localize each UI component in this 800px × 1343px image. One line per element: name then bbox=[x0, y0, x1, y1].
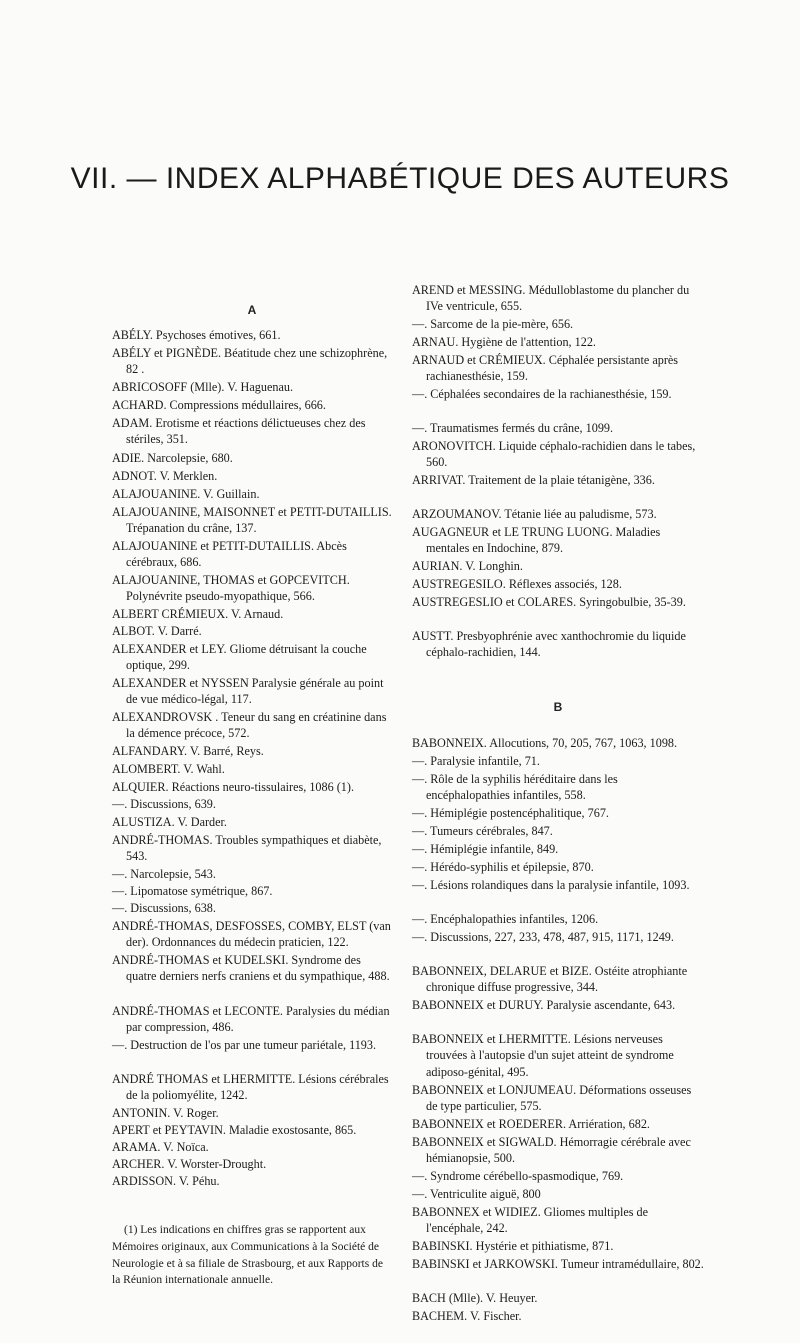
index-entry: —. Paralysie infantile, 71. bbox=[412, 754, 540, 768]
index-entry: ALAJOUANINE. V. Guillain. bbox=[112, 487, 260, 501]
index-entry: ABÉLY et PIGNÈDE. Béatitude chez une schizophrène, 82 . bbox=[112, 346, 388, 377]
index-entry: ARZOUMANOV. Tétanie liée au paludisme, 573. bbox=[412, 507, 657, 521]
index-entry: ALFANDARY. V. Barré, Reys. bbox=[112, 744, 264, 758]
index-entry: ARNAUD et CRÉMIEUX. Céphalée persistante après rachianesthésie, 159. bbox=[412, 353, 679, 384]
index-entry: AUSTREGESLIO et COLARES. Syringobulbie, 35-39. bbox=[412, 595, 686, 609]
page-title: VII. — INDEX ALPHABÉTIQUE DES AUTEURS bbox=[70, 162, 730, 195]
index-entry: ALAJOUANINE, MAISONNET et PETIT-DUTAILLIS. Trépanation du crâne, 137. bbox=[112, 505, 392, 536]
index-entry: BABONNEIX et LHERMITTE. Lésions nerveuses trouvées à l'autopsie d'un sujet atteint de syndrome adiposo-génital, 495. bbox=[412, 1032, 674, 1079]
index-entry: BABONNEX et WIDIEZ. Gliomes multiples de l'encéphale, 242. bbox=[412, 1205, 649, 1236]
index-entry: BABINSKI. Hystérie et pithiatisme, 871. bbox=[412, 1239, 614, 1253]
index-entry: AURIAN. V. Longhin. bbox=[412, 559, 523, 573]
index-entry: AUSTT. Presbyophrénie avec xanthochromie du liquide céphalo-rachidien, 144. bbox=[412, 629, 686, 660]
index-entry: ANDRÉ-THOMAS et LECONTE. Paralysies du médian par compression, 486. bbox=[112, 1004, 390, 1035]
index-entry: BABONNEIX et DURUY. Paralysie ascendante, 643. bbox=[412, 998, 676, 1012]
section-heading-a: A bbox=[247, 303, 257, 317]
index-entry: ANDRÉ-THOMAS, DESFOSSES, COMBY, ELST (van der). Ordonnances du médecin praticien, 122. bbox=[112, 919, 391, 950]
index-entry: ARDISSON. V. Péhu. bbox=[112, 1174, 220, 1188]
index-entry: ALUSTIZA. V. Darder. bbox=[112, 815, 227, 829]
index-entry: —. Hémiplégie postencéphalitique, 767. bbox=[412, 806, 609, 820]
index-entry: ADAM. Erotisme et réactions délictueuses chez des stériles, 351. bbox=[112, 416, 366, 447]
index-entry: ADNOT. V. Merklen. bbox=[112, 469, 218, 483]
footnote: (1) Les indications en chiffres gras se rapportent aux Mémoires originaux, aux Communications à la Société de Neurologie et à sa filiale de Strasbourg, et aux Rapports de la Réunion internationale annuelle. bbox=[112, 1224, 383, 1287]
index-entry: ANDRÉ-THOMAS et KUDELSKI. Syndrome des quatre derniers nerfs craniens et du sympathique, 488. bbox=[112, 953, 390, 984]
index-entry: BABONNEIX et LONJUMEAU. Déformations osseuses de type particulier, 575. bbox=[412, 1083, 692, 1114]
index-entry: ALAJOUANINE et PETIT-DUTAILLIS. Abcès cérébraux, 686. bbox=[112, 539, 347, 570]
index-entry: APERT et PEYTAVIN. Maladie exostosante, 865. bbox=[112, 1123, 357, 1137]
index-entry: AUSTREGESILO. Réflexes associés, 128. bbox=[412, 577, 622, 591]
index-entry: ABRICOSOFF (Mlle). V. Haguenau. bbox=[112, 380, 294, 394]
index-entry: —. Discussions, 638. bbox=[112, 901, 216, 915]
index-entry: —. Destruction de l'os par une tumeur pariétale, 1193. bbox=[112, 1038, 377, 1052]
index-entry: BABINSKI et JARKOWSKI. Tumeur intramédullaire, 802. bbox=[412, 1257, 704, 1271]
index-entry: ARRIVAT. Traitement de la plaie tétanigène, 336. bbox=[412, 473, 655, 487]
index-entry: —. Tumeurs cérébrales, 847. bbox=[412, 824, 553, 838]
index-entry: ABÉLY. Psychoses émotives, 661. bbox=[112, 328, 281, 342]
index-entry: ADIE. Narcolepsie, 680. bbox=[112, 451, 233, 465]
index-entry: ANTONIN. V. Roger. bbox=[112, 1106, 219, 1120]
index-entry: —. Sarcome de la pie-mère, 656. bbox=[412, 317, 574, 331]
index-entry: —. Hérédo-syphilis et épilepsie, 870. bbox=[412, 860, 594, 874]
index-entry: ARONOVITCH. Liquide céphalo-rachidien dans le tabes, 560. bbox=[412, 439, 696, 470]
index-entry: —. Lésions rolandiques dans la paralysie infantile, 1093. bbox=[412, 878, 690, 892]
index-entry: ALOMBERT. V. Wahl. bbox=[112, 762, 225, 776]
index-entry: BACH (Mlle). V. Heuyer. bbox=[412, 1291, 538, 1305]
index-entry: ALBERT CRÉMIEUX. V. Arnaud. bbox=[112, 607, 284, 621]
index-entry: BABONNEIX. Allocutions, 70, 205, 767, 1063, 1098. bbox=[412, 736, 678, 750]
index-entry: ANDRÉ-THOMAS. Troubles sympathiques et diabète, 543. bbox=[112, 833, 382, 864]
index-entry: —. Encéphalopathies infantiles, 1206. bbox=[412, 912, 599, 926]
index-entry: —. Lipomatose symétrique, 867. bbox=[112, 884, 273, 898]
index-entry: BACHEM. V. Fischer. bbox=[412, 1309, 522, 1323]
index-entry: —. Rôle de la syphilis héréditaire dans les encéphalopathies infantiles, 558. bbox=[412, 772, 618, 803]
index-entry: ARCHER. V. Worster-Drought. bbox=[112, 1157, 267, 1171]
index-entry: —. Céphalées secondaires de la rachianesthésie, 159. bbox=[412, 387, 672, 401]
index-entry: ALEXANDER et NYSSEN Paralysie générale au point de vue médico-légal, 117. bbox=[112, 676, 384, 707]
index-entry: ARAMA. V. Noïca. bbox=[112, 1140, 209, 1154]
index-entry: AUGAGNEUR et LE TRUNG LUONG. Maladies mentales en Indochine, 879. bbox=[412, 525, 661, 556]
index-entry: ALQUIER. Réactions neuro-tissulaires, 1086 (1). bbox=[112, 780, 355, 794]
index-entry: BABONNEIX et SIGWALD. Hémorragie cérébrale avec hémianopsie, 500. bbox=[412, 1135, 691, 1166]
index-entry: ALBOT. V. Darré. bbox=[112, 624, 202, 638]
index-entry: ALAJOUANINE, THOMAS et GOPCEVITCH. Polynévrite pseudo-myopathique, 566. bbox=[112, 573, 350, 604]
index-entry: —. Traumatismes fermés du crâne, 1099. bbox=[412, 421, 614, 435]
index-entry: —. Discussions, 639. bbox=[112, 797, 216, 811]
index-entry: BABONNEIX et ROEDERER. Arriération, 682. bbox=[412, 1117, 650, 1131]
index-entry: ANDRÉ THOMAS et LHERMITTE. Lésions cérébrales de la poliomyélite, 1242. bbox=[112, 1072, 389, 1103]
index-entry: ALEXANDER et LEY. Gliome détruisant la couche optique, 299. bbox=[112, 642, 367, 673]
section-heading-b: B bbox=[553, 700, 563, 714]
index-entry: —. Syndrome cérébello-spasmodique, 769. bbox=[412, 1169, 624, 1183]
index-entry: BABONNEIX, DELARUE et BIZE. Ostéite atrophiante chronique diffuse progressive, 344. bbox=[412, 964, 688, 995]
index-entry: ARNAU. Hygiène de l'attention, 122. bbox=[412, 335, 596, 349]
index-entry: —. Narcolepsie, 543. bbox=[112, 867, 216, 881]
index-entry: —. Hémiplégie infantile, 849. bbox=[412, 842, 559, 856]
index-entry: AREND et MESSING. Médulloblastome du plancher du IVe ventricule, 655. bbox=[412, 283, 690, 314]
index-entry: —. Ventriculite aiguë, 800 bbox=[412, 1187, 541, 1201]
index-entry: —. Discussions, 227, 233, 478, 487, 915, 1171, 1249. bbox=[412, 930, 674, 944]
index-entry: ALEXANDROVSK . Teneur du sang en créatinine dans la démence précoce, 572. bbox=[112, 710, 387, 741]
index-entry: ACHARD. Compressions médullaires, 666. bbox=[112, 398, 326, 412]
